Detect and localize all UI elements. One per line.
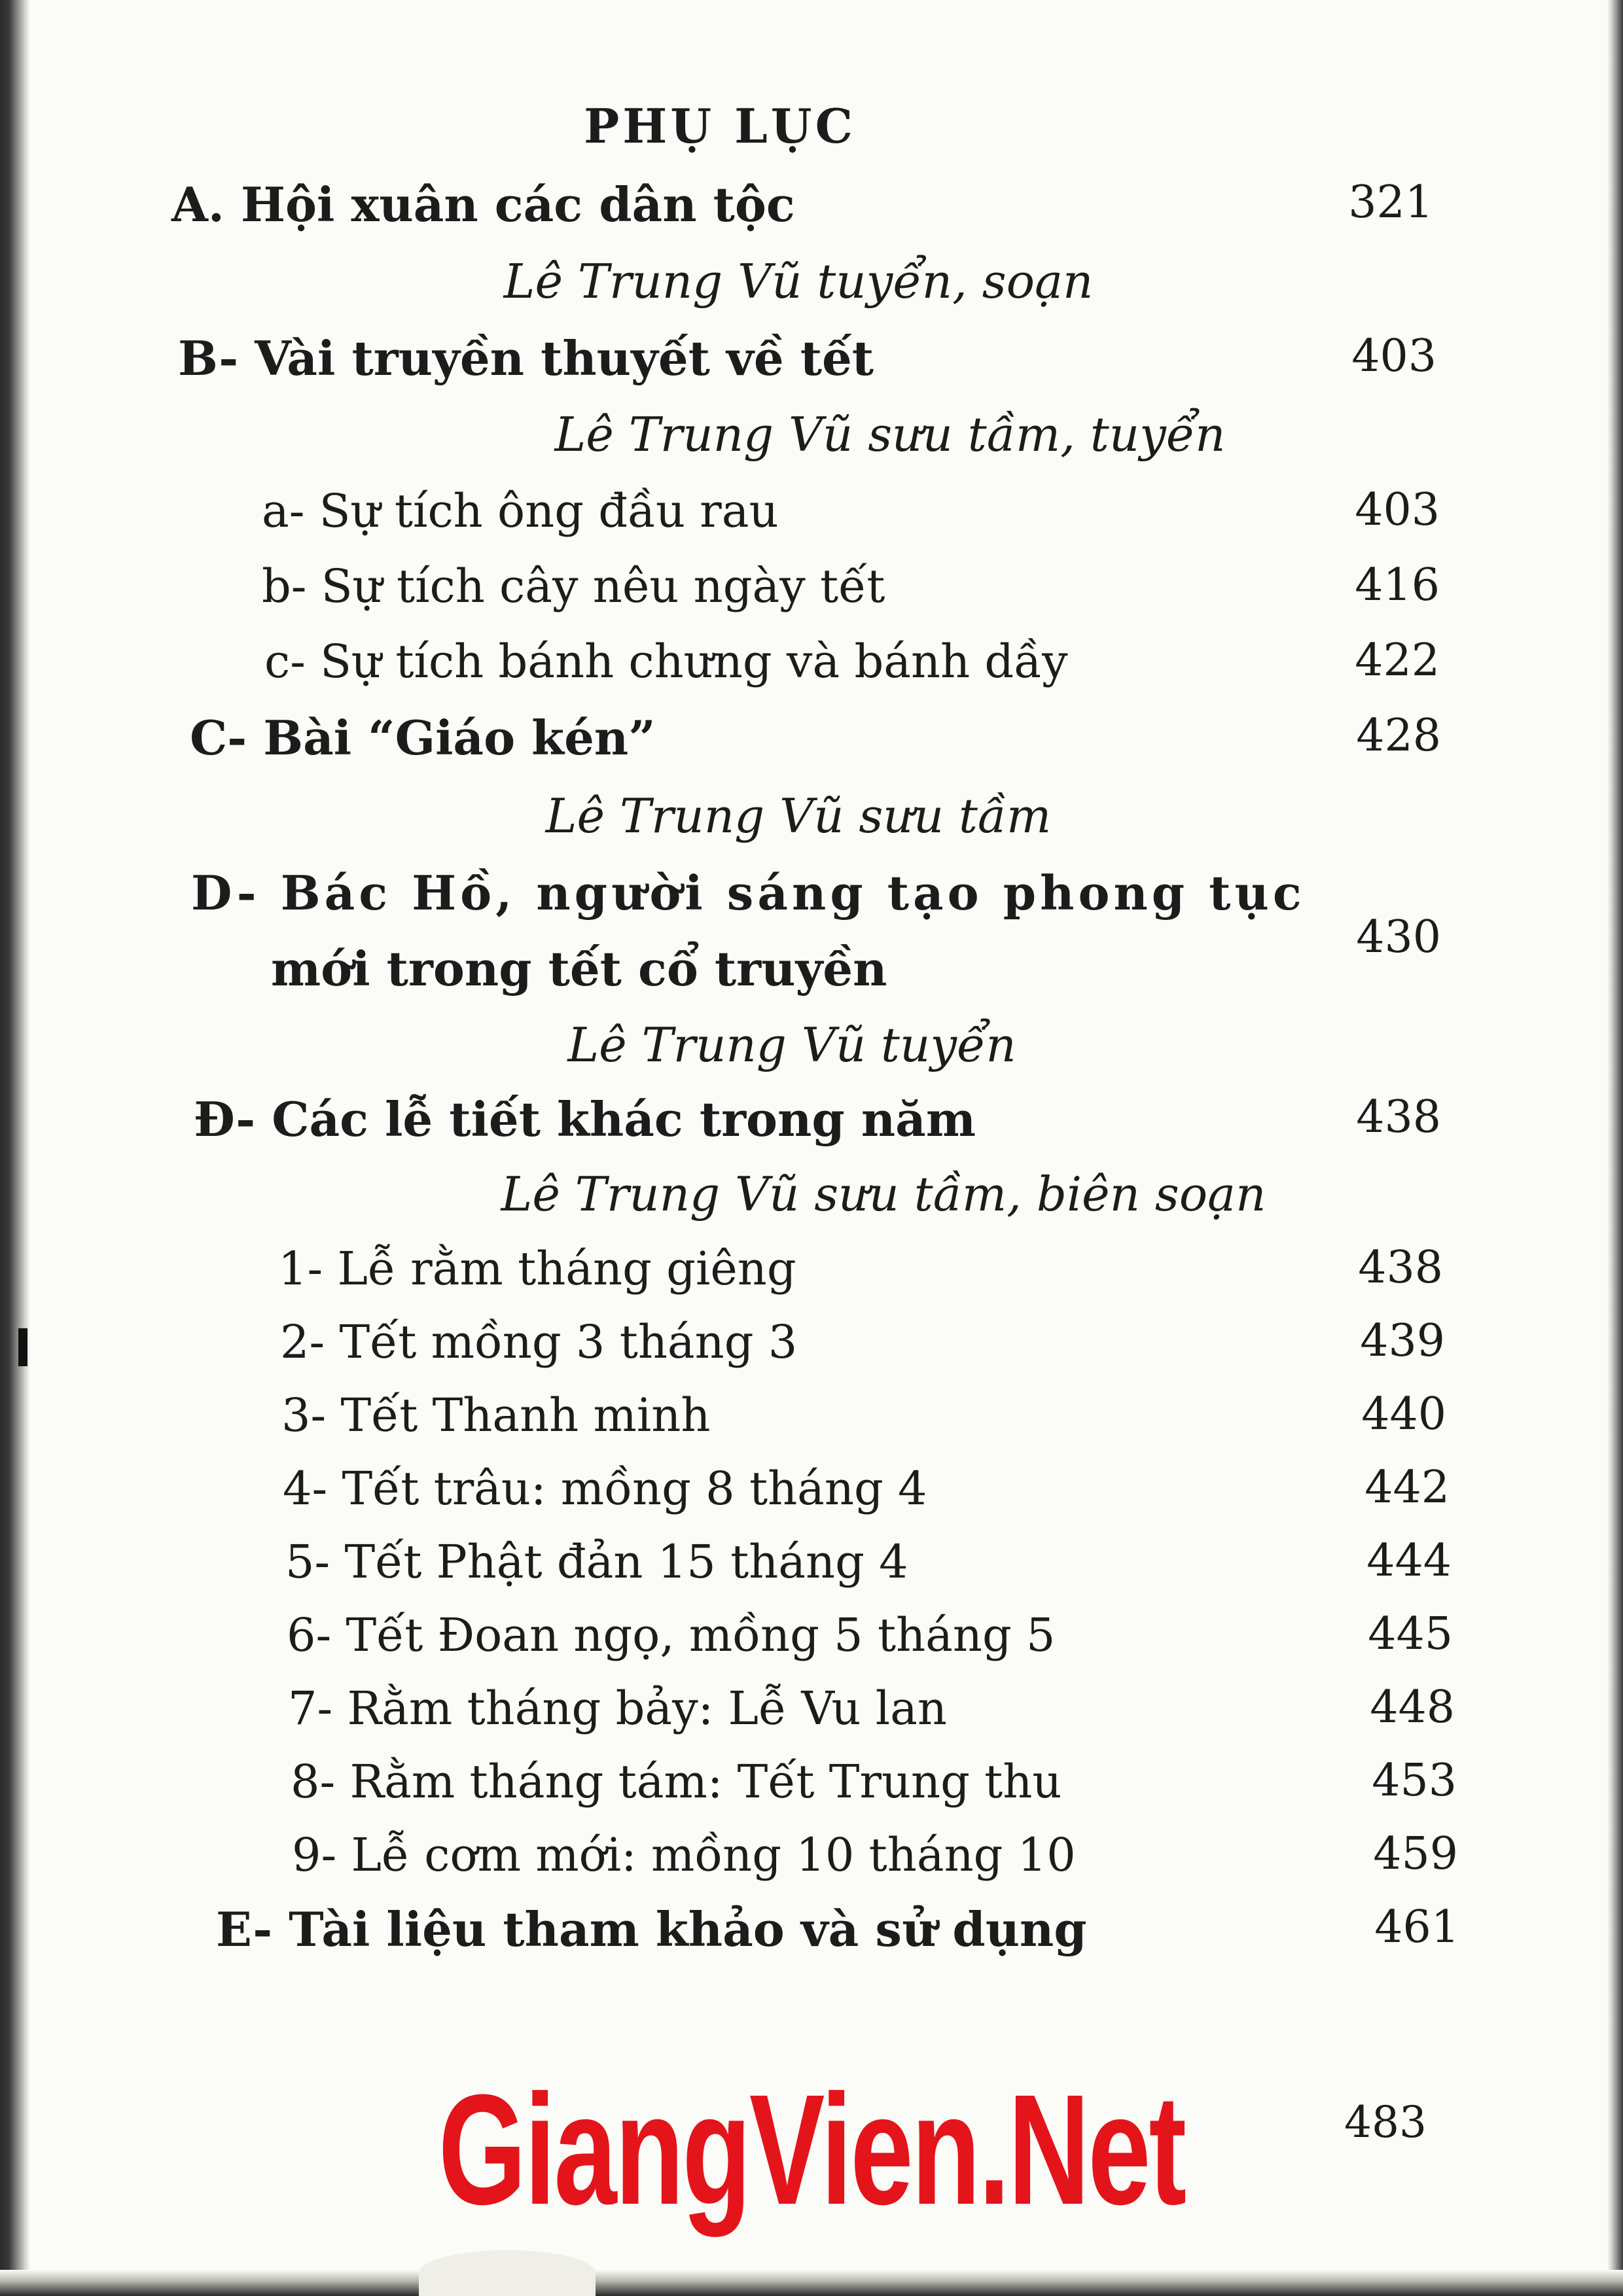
toc-author-line xyxy=(0,254,1623,319)
entry-page: 430 xyxy=(1356,911,1441,963)
toc-entry xyxy=(0,1901,1623,1967)
subentry-page: 444 xyxy=(1366,1535,1452,1587)
subentry-page: 403 xyxy=(1355,484,1440,536)
subentry-title: 8- Rằm tháng tám: Tết Trung thu xyxy=(291,1755,1062,1809)
entry-title: E- Tài liệu tham khảo và sử dụng xyxy=(216,1901,1087,1957)
toc-subentry xyxy=(0,1388,1623,1454)
watermark-logo: GiangVien.Net xyxy=(438,2062,1185,2237)
entry-page: 438 xyxy=(1356,1091,1441,1143)
subentry-title: 9- Lễ cơm mới: mồng 10 tháng 10 xyxy=(292,1828,1076,1882)
entry-title-line1: D- Bác Hồ, người sáng tạo phong tục xyxy=(191,865,1306,921)
subentry-title: 6- Tết Đoan ngọ, mồng 5 tháng 5 xyxy=(287,1608,1056,1662)
subentry-page: 422 xyxy=(1355,635,1440,686)
toc-author-line xyxy=(0,1017,1623,1083)
subentry-page: 439 xyxy=(1360,1315,1445,1367)
subentry-title: b- Sự tích cây nêu ngày tết xyxy=(262,559,885,613)
toc-entry xyxy=(0,330,1623,396)
toc-subentry xyxy=(0,1535,1623,1600)
entry-author: Lê Trung Vũ tuyển, soạn xyxy=(503,254,1094,309)
subentry-title: 7- Rằm tháng bảy: Lễ Vu lan xyxy=(288,1682,947,1735)
entry-author: Lê Trung Vũ sưu tầm, biên soạn xyxy=(501,1167,1266,1222)
toc-entry-page xyxy=(0,911,1623,977)
entry-author: Lê Trung Vũ sưu tầm xyxy=(545,788,1052,843)
toc-author-line xyxy=(0,407,1623,472)
subentry-title: 5- Tết Phật đản 15 tháng 4 xyxy=(285,1535,908,1589)
toc-subentry xyxy=(0,1682,1623,1747)
entry-author: Lê Trung Vũ sưu tầm, tuyển xyxy=(554,407,1226,462)
subentry-page: 442 xyxy=(1364,1462,1450,1513)
appendix-heading: PHỤ LỤC xyxy=(584,98,856,154)
entry-page: 461 xyxy=(1374,1901,1459,1953)
toc-author-line xyxy=(0,788,1623,854)
toc-subentry xyxy=(0,1828,1623,1894)
toc-subentry xyxy=(0,1242,1623,1307)
entry-page: 321 xyxy=(1348,177,1433,228)
toc-author-line xyxy=(0,1167,1623,1232)
subentry-page: 453 xyxy=(1372,1755,1457,1807)
toc-subentry xyxy=(0,559,1623,625)
subentry-title: 3- Tết Thanh minh xyxy=(281,1388,711,1442)
toc-subentry xyxy=(0,484,1623,550)
subentry-title: 1- Lễ rằm tháng giêng xyxy=(278,1242,796,1296)
entry-page: 403 xyxy=(1351,330,1436,382)
entry-title-line2: mới trong tết cổ truyền xyxy=(271,941,887,997)
subentry-page: 459 xyxy=(1373,1828,1458,1880)
paper-blot xyxy=(419,2250,596,2296)
subentry-title: 2- Tết mồng 3 tháng 3 xyxy=(280,1315,798,1369)
toc-subentry xyxy=(0,1462,1623,1527)
toc-entry xyxy=(0,1091,1623,1157)
toc-entry xyxy=(0,710,1623,775)
entry-author: Lê Trung Vũ tuyển xyxy=(567,1017,1016,1072)
page-edge-bottom xyxy=(0,2270,1623,2296)
entry-page: 428 xyxy=(1356,710,1441,762)
subentry-page: 445 xyxy=(1368,1608,1453,1660)
toc-subentry xyxy=(0,1315,1623,1381)
entry-title: Đ- Các lễ tiết khác trong năm xyxy=(194,1091,976,1147)
entry-title: C- Bài “Giáo kén” xyxy=(190,710,656,766)
entry-title: A. Hội xuân các dân tộc xyxy=(171,177,795,232)
entry-title: B- Vài truyền thuyết về tết xyxy=(178,330,874,386)
subentry-title: a- Sự tích ông đầu rau xyxy=(262,484,779,538)
toc-subentry xyxy=(0,1755,1623,1820)
toc-subentry xyxy=(0,1608,1623,1674)
subentry-page: 416 xyxy=(1355,559,1440,611)
toc-subentry xyxy=(0,635,1623,700)
subentry-title: 4- Tết trâu: mồng 8 tháng 4 xyxy=(283,1462,927,1515)
toc-entry xyxy=(0,177,1623,242)
subentry-page: 448 xyxy=(1370,1682,1455,1733)
subentry-page: 438 xyxy=(1358,1242,1443,1294)
page-number: 483 xyxy=(1344,2097,1427,2147)
subentry-title: c- Sự tích bánh chưng và bánh dầy xyxy=(264,635,1068,688)
subentry-page: 440 xyxy=(1361,1388,1446,1440)
